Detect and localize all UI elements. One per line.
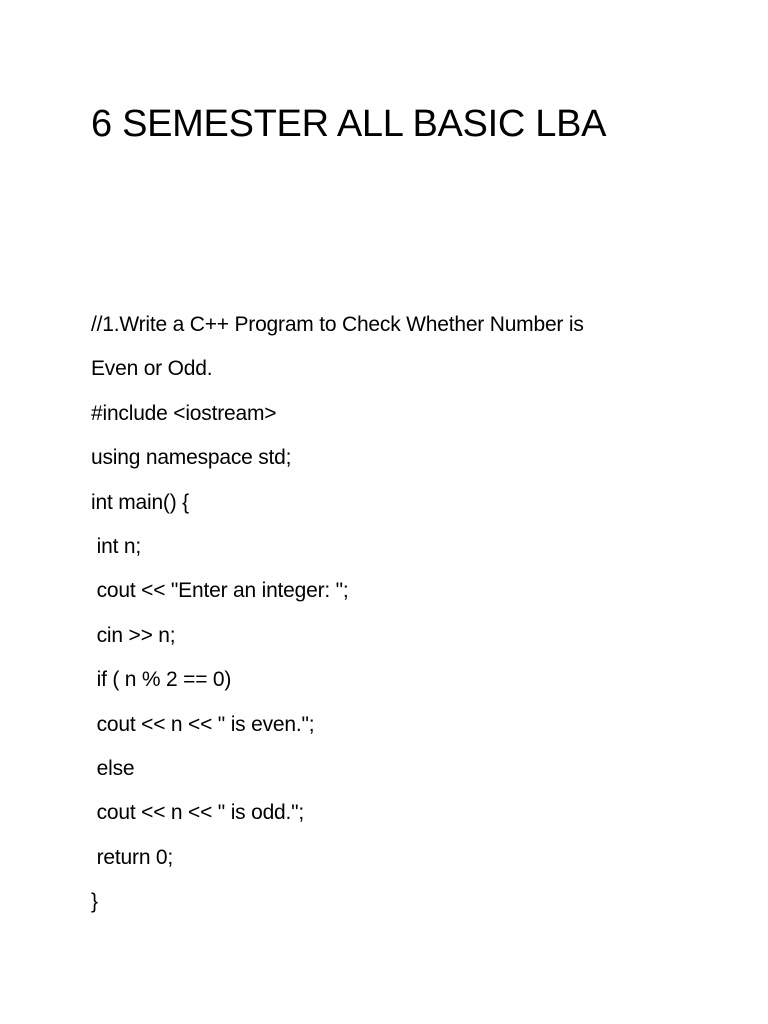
code-line-comment-1: //1.Write a C++ Program to Check Whether Number is (91, 313, 584, 336)
code-line-odd-output: cout << n << " is odd."; (91, 801, 305, 825)
code-listing (91, 303, 691, 924)
code-line-prompt: cout << "Enter an integer: "; (91, 579, 349, 603)
code-line-return: return 0; (91, 845, 174, 869)
code-line-declare: int n; (91, 534, 141, 558)
code-line-if: if ( n % 2 == 0) (91, 668, 232, 692)
code-line-even-output: cout << n << " is even."; (91, 712, 315, 736)
code-line-else: else (91, 756, 135, 780)
code-line-closing-brace: } (91, 890, 98, 914)
code-line-include: #include <iostream> (91, 401, 277, 425)
code-line-input: cin >> n; (91, 623, 176, 647)
code-line-comment-2: Even or Odd. (91, 357, 213, 381)
document-title: 6 SEMESTER ALL BASIC LBA (91, 103, 607, 145)
code-line-main: int main() { (91, 490, 189, 514)
code-line-namespace: using namespace std; (91, 446, 292, 470)
